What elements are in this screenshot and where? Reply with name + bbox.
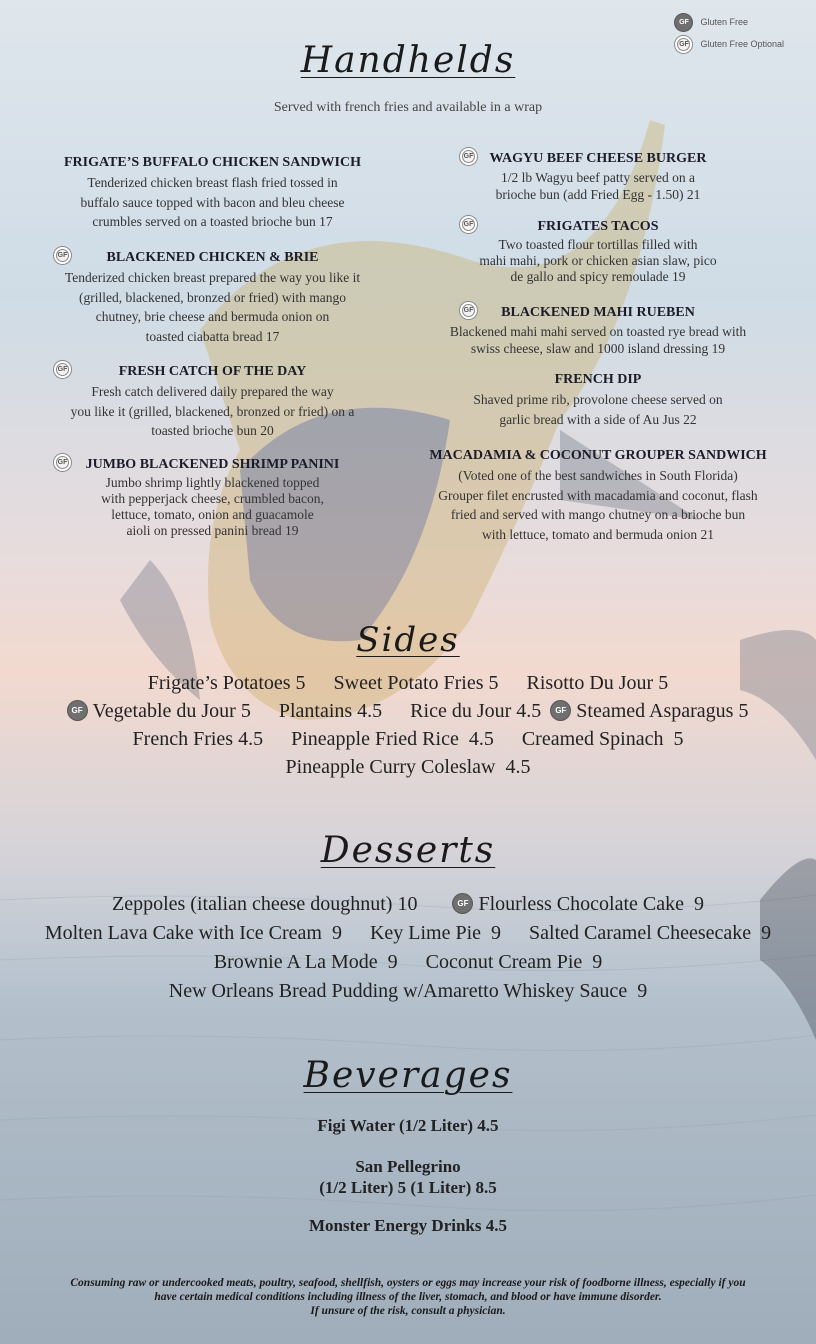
- legend-gluten-free-label: Gluten Free: [700, 17, 748, 27]
- beverages-title: Beverages: [303, 1055, 513, 1096]
- desserts-title: Desserts: [320, 830, 496, 871]
- gluten-free-optional-icon: GF: [54, 247, 71, 264]
- desserts-row: Molten Lava Cake with Ice Cream 9 Key Lime Pie 9 Salted Caramel Cheesecake 9: [44, 922, 772, 944]
- item-description: Tenderized chicken breast prepared the way you like it (grilled, blackened, bronzed or fried) with mango chutney, brie cheese and bermuda onion on toasted ciabatta bread 17: [64, 270, 361, 344]
- item-description: Blackened mahi mahi served on toasted rye bread with swiss cheese, slaw and 1000 island dressing 19: [449, 324, 747, 356]
- menu-item: [418, 305, 778, 357]
- item-description: Shaved prime rib, provolone cheese served on garlic bread with a side of Au Jus 22: [473, 392, 723, 427]
- item-name: GF FRIGATES TACOS: [418, 219, 778, 235]
- item-description: 1/2 lb Wagyu beef patty served on a brioche bun (add Fried Egg - 1.50) 21: [495, 170, 701, 202]
- gluten-free-optional-icon: GF: [460, 216, 477, 233]
- item-description: Fresh catch delivered daily prepared the way you like it (grilled, blackened, bronzed or fried) on a toasted brioche bun 20: [70, 384, 355, 438]
- menu-item: [40, 364, 385, 441]
- menu-item: [418, 372, 778, 429]
- item-name: FRENCH DIP: [554, 372, 642, 387]
- item-name: GF BLACKENED CHICKEN & BRIE: [40, 250, 385, 266]
- beverage-item: Monster Energy Drinks 4.5: [308, 1216, 507, 1235]
- menu-item: [412, 448, 784, 544]
- gluten-free-optional-icon: GF: [675, 36, 692, 53]
- item-name: MACADAMIA & COCONUT GROUPER SANDWICH: [429, 448, 767, 463]
- desserts-row: Zeppoles (italian cheese doughnut) 10 GF Flourless Chocolate Cake 9: [112, 893, 704, 915]
- gluten-free-optional-icon: GF: [54, 361, 71, 378]
- legend-gluten-free: [675, 11, 784, 33]
- item-name: GF JUMBO BLACKENED SHRIMP PANINI: [40, 457, 385, 473]
- item-description: Two toasted flour tortillas filled with mahi mahi, pork or chicken asian slaw, pico de gallo and spicy remoulade 19: [479, 237, 717, 284]
- item-name: FRIGATE’S BUFFALO CHICKEN SANDWICH: [63, 155, 361, 170]
- gluten-free-icon: GF: [675, 14, 692, 31]
- gluten-free-icon: GF: [551, 701, 570, 720]
- gluten-free-icon: GF: [68, 701, 87, 720]
- health-disclaimer: Consuming raw or undercooked meats, poultry, seafood, shellfish, oysters or eggs may increase your risk of foodborne illness, especially if you have certain medical conditions including illness of the liver, stomach, and blood or have immune disorder. If unsure of the risk, consult a physician.: [70, 1277, 746, 1317]
- menu-item: [40, 457, 385, 539]
- legend-gluten-free-optional-label: Gluten Free Optional: [700, 39, 784, 49]
- sides-row: French Fries 4.5 Pineapple Fried Rice 4.5 Creamed Spinach 5: [132, 728, 684, 750]
- menu-item: [418, 151, 778, 203]
- item-name: GF FRESH CATCH OF THE DAY: [40, 364, 385, 380]
- beverage-item: San Pellegrino (1/2 Liter) 5 (1 Liter) 8.5: [319, 1157, 497, 1197]
- gluten-free-icon: GF: [453, 894, 472, 913]
- menu-item: [40, 250, 385, 346]
- gluten-free-optional-icon: GF: [460, 148, 477, 165]
- beverage-item: Figi Water (1/2 Liter) 4.5: [317, 1116, 499, 1135]
- gluten-free-optional-icon: GF: [460, 302, 477, 319]
- gluten-free-optional-icon: GF: [54, 454, 71, 471]
- item-description: Jumbo shrimp lightly blackened topped with pepperjack cheese, crumbled bacon, lettuce, tomato, onion and guacamole aioli on pressed panini bread 19: [101, 475, 324, 538]
- item-name: GF WAGYU BEEF CHEESE BURGER: [418, 151, 778, 167]
- menu-item: [40, 155, 385, 232]
- item-name: GF BLACKENED MAHI RUEBEN: [418, 305, 778, 321]
- sides-row: Pineapple Curry Coleslaw 4.5: [285, 756, 531, 778]
- desserts-row: Brownie A La Mode 9 Coconut Cream Pie 9: [213, 951, 603, 973]
- handhelds-title: Handhelds: [300, 40, 516, 81]
- item-description: Tenderized chicken breast flash fried tossed in buffalo sauce topped with bacon and bleu cheese crumbles served on a toasted brioche bun 17: [80, 175, 345, 229]
- item-description: (Voted one of the best sandwiches in South Florida) Grouper filet encrusted with macadamia and coconut, flash fried and served with mango chutney on a brioche bun with lettuce, tomato and bermuda onion 21: [438, 468, 758, 542]
- sides-row: GF Vegetable du Jour 5 Plantains 4.5 Rice du Jour 4.5 GF Steamed Asparagus 5: [0, 700, 816, 724]
- sides-title: Sides: [356, 620, 460, 660]
- desserts-row: New Orleans Bread Pudding w/Amaretto Whiskey Sauce 9: [168, 980, 648, 1002]
- handhelds-subtitle: Served with french fries and available in a wrap: [273, 100, 543, 115]
- sides-row: Frigate’s Potatoes 5 Sweet Potato Fries 5 Risotto Du Jour 5: [147, 672, 669, 694]
- menu-item: [418, 219, 778, 285]
